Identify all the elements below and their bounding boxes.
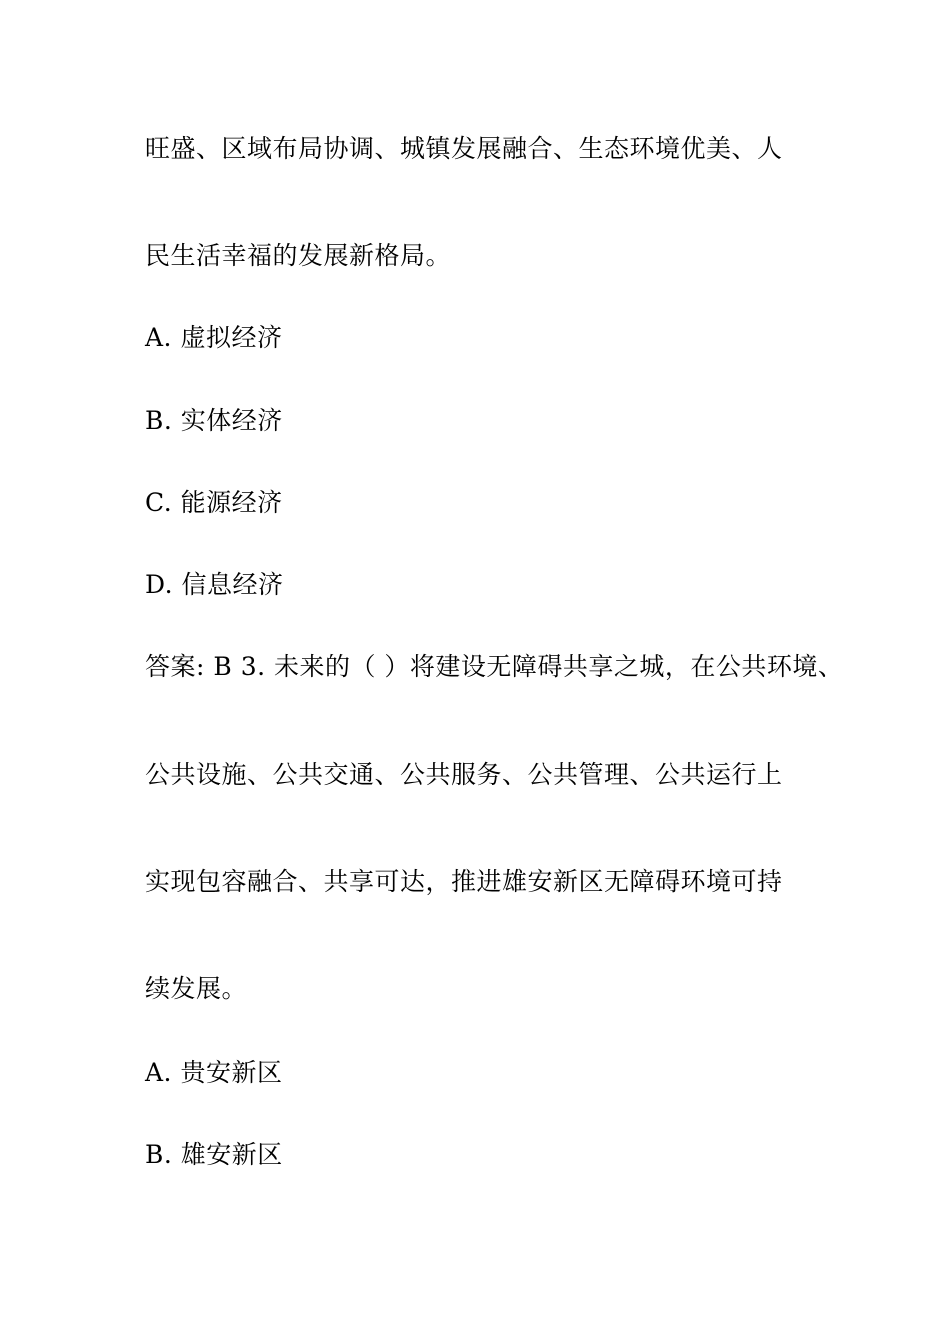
question-stem-line: 续发展。 [145,974,248,1003]
question-stem-line: 公共设施、公共交通、公共服务、公共管理、公共运行上 [145,760,783,789]
option-c: C. 能源经济 [145,488,283,517]
question-stem-line: 旺盛、区域布局协调、城镇发展融合、生态环境优美、人 [145,134,783,163]
question-stem-line: 实现包容融合、共享可达，推进雄安新区无障碍环境可持 [145,867,783,896]
answer-and-question-stem-line: 答案: B 3. 未来的（ ）将建设无障碍共享之城，在公共环境、 [145,652,844,681]
option-d: D. 信息经济 [145,570,284,599]
option-b: B. 实体经济 [145,406,283,435]
option-a: A. 虚拟经济 [145,323,283,352]
option-b: B. 雄安新区 [145,1140,283,1169]
option-a: A. 贵安新区 [145,1058,283,1087]
question-stem-line: 民生活幸福的发展新格局。 [145,241,452,270]
